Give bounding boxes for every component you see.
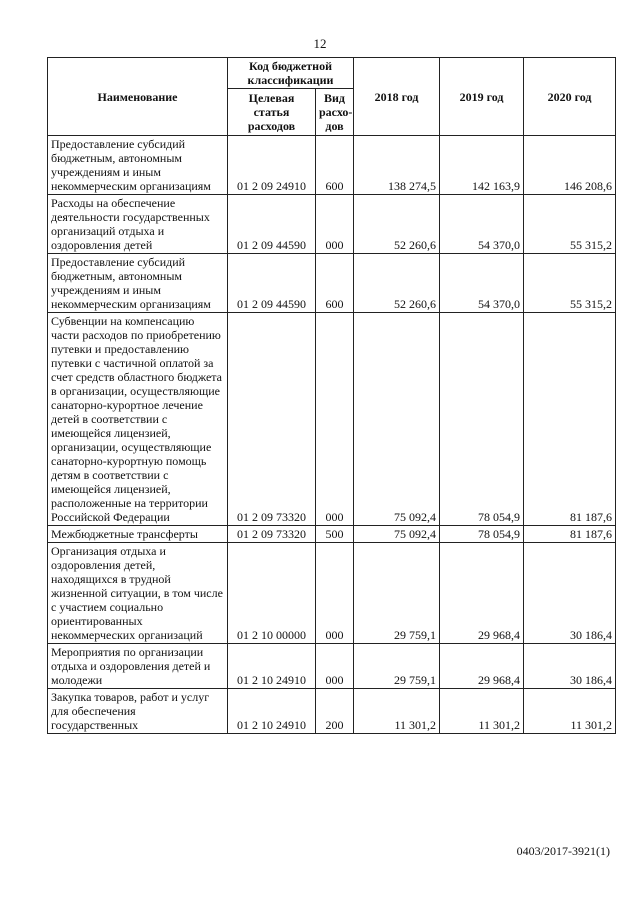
row-target-article: 01 2 09 44590 xyxy=(228,254,316,313)
page-number: 12 xyxy=(313,36,327,51)
row-value-2018: 52 260,6 xyxy=(354,254,440,313)
row-value-2020: 30 186,4 xyxy=(524,543,616,644)
row-name: Субвенции на компенсацию части расходов по приобретению путевки и предоставлению путевки с частичной оплатой за счет средств областного бюджета в организации, осуществляющие санаторно-курортное лечение детей в соответствии с имеющейся лицензией, организации, осуществляющие санаторно-курортную помощь детям в соответствии с имеющейся лицензией, расположенные на территории Российской Федерации xyxy=(48,313,228,526)
header-target-article: Целевая статья расходов xyxy=(228,89,316,136)
row-value-2018: 29 759,1 xyxy=(354,543,440,644)
row-value-2018: 75 092,4 xyxy=(354,526,440,543)
row-value-2019: 54 370,0 xyxy=(440,195,524,254)
row-name: Межбюджетные трансферты xyxy=(48,526,228,543)
row-target-article: 01 2 09 73320 xyxy=(228,526,316,543)
row-value-2020: 81 187,6 xyxy=(524,313,616,526)
row-name: Предоставление субсидий бюджетным, автономным учреждениям и иным некоммерческим организациям xyxy=(48,136,228,195)
row-name: Расходы на обеспечение деятельности государственных организаций отдыха и оздоровления детей xyxy=(48,195,228,254)
table-row xyxy=(48,254,616,313)
table-row xyxy=(48,195,616,254)
table-row xyxy=(48,526,616,543)
row-value-2019: 29 968,4 xyxy=(440,644,524,689)
row-target-article: 01 2 09 44590 xyxy=(228,195,316,254)
row-value-2019: 11 301,2 xyxy=(440,689,524,734)
header-expense-type: Вид расхо-дов xyxy=(316,89,354,136)
row-value-2020: 11 301,2 xyxy=(524,689,616,734)
row-value-2019: 54 370,0 xyxy=(440,254,524,313)
row-value-2020: 146 208,6 xyxy=(524,136,616,195)
row-name: Закупка товаров, работ и услуг для обеспечения государственных xyxy=(48,689,228,734)
row-expense-type: 500 xyxy=(316,526,354,543)
row-value-2020: 55 315,2 xyxy=(524,195,616,254)
row-expense-type: 000 xyxy=(316,644,354,689)
row-expense-type: 600 xyxy=(316,254,354,313)
row-expense-type: 200 xyxy=(316,689,354,734)
row-value-2019: 78 054,9 xyxy=(440,313,524,526)
header-code-group: Код бюджетной классификации xyxy=(228,58,354,89)
budget-table xyxy=(47,57,616,734)
row-target-article: 01 2 10 24910 xyxy=(228,644,316,689)
row-value-2019: 78 054,9 xyxy=(440,526,524,543)
row-value-2018: 138 274,5 xyxy=(354,136,440,195)
row-value-2018: 29 759,1 xyxy=(354,644,440,689)
row-expense-type: 000 xyxy=(316,543,354,644)
table-row xyxy=(48,543,616,644)
header-2018: 2018 год xyxy=(354,58,440,136)
row-target-article: 01 2 09 24910 xyxy=(228,136,316,195)
table-row xyxy=(48,644,616,689)
row-name: Мероприятия по организации отдыха и оздоровления детей и молодежи xyxy=(48,644,228,689)
row-value-2018: 75 092,4 xyxy=(354,313,440,526)
row-value-2018: 11 301,2 xyxy=(354,689,440,734)
header-2019: 2019 год xyxy=(440,58,524,136)
row-value-2020: 81 187,6 xyxy=(524,526,616,543)
row-expense-type: 600 xyxy=(316,136,354,195)
row-target-article: 01 2 10 00000 xyxy=(228,543,316,644)
table-row xyxy=(48,313,616,526)
row-value-2019: 29 968,4 xyxy=(440,543,524,644)
row-target-article: 01 2 09 73320 xyxy=(228,313,316,526)
table-row xyxy=(48,689,616,734)
row-expense-type: 000 xyxy=(316,313,354,526)
row-value-2019: 142 163,9 xyxy=(440,136,524,195)
table-body xyxy=(48,136,616,734)
row-value-2020: 55 315,2 xyxy=(524,254,616,313)
row-name: Предоставление субсидий бюджетным, автономным учреждениям и иным некоммерческим организациям xyxy=(48,254,228,313)
row-expense-type: 000 xyxy=(316,195,354,254)
document-code: 0403/2017-3921(1) xyxy=(516,844,610,858)
row-target-article: 01 2 10 24910 xyxy=(228,689,316,734)
header-2020: 2020 год xyxy=(524,58,616,136)
row-value-2020: 30 186,4 xyxy=(524,644,616,689)
header-name: Наименование xyxy=(48,58,228,136)
row-name: Организация отдыха и оздоровления детей, находящихся в трудной жизненной ситуации, в том числе с участием социально ориентированных некоммерческих организаций xyxy=(48,543,228,644)
table-row xyxy=(48,136,616,195)
row-value-2018: 52 260,6 xyxy=(354,195,440,254)
